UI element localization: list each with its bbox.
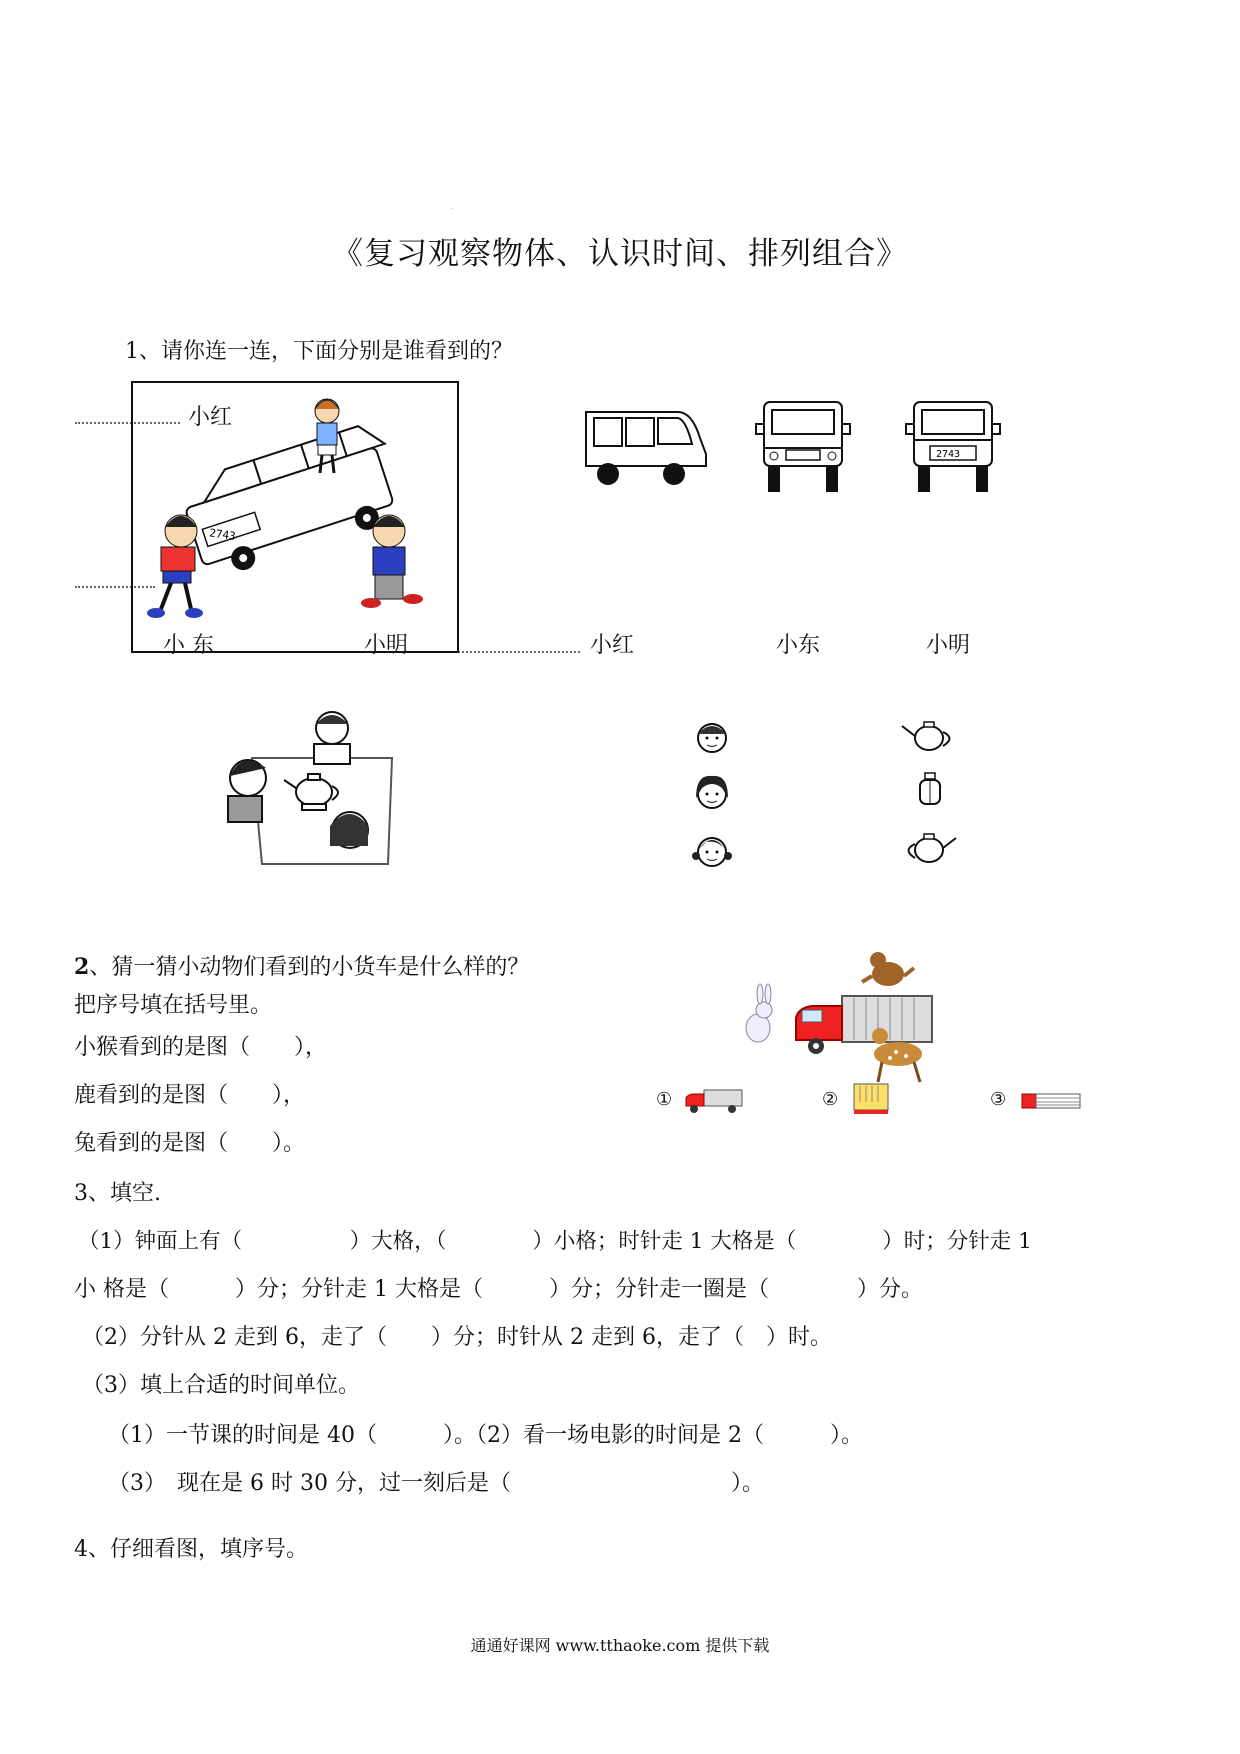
- child-top-icon: [314, 712, 350, 764]
- scene-label-top: 小红: [188, 405, 233, 430]
- stray-mark: ˏ: [450, 200, 453, 209]
- q3-line-5: （1）一节课的时间是 40（ ）。（2）看一场电影的时间是 2（ ）。: [108, 1423, 863, 1448]
- view-label-1: 小红: [590, 633, 635, 658]
- q2-number: 2: [74, 954, 90, 980]
- face-girl-icon: [692, 772, 732, 814]
- scene-label-right: 小明: [364, 633, 409, 658]
- q2-line-rabbit: 兔看到的是图（ ）。: [74, 1131, 306, 1156]
- view-label-3: 小明: [926, 633, 971, 658]
- teapot-table-scene-illustration: [222, 706, 462, 886]
- face-girl-braids-icon: [692, 830, 732, 872]
- truck-option-back-icon: [852, 1082, 890, 1116]
- teapot-side-view-icon: [900, 716, 958, 756]
- q3-heading: 3、填空.: [74, 1181, 161, 1206]
- q2-line-deer: 鹿看到的是图（ ），: [74, 1083, 306, 1108]
- boy-left-figure-icon: [147, 515, 203, 618]
- truck-animals-illustration: [738, 948, 948, 1088]
- rabbit-icon: [746, 984, 772, 1042]
- q2-instruction: 把序号填在括号里。: [74, 993, 273, 1018]
- q1-prompt: 1、请你连一连，下面分别是谁看到的？: [125, 339, 513, 364]
- q3-line-2: 小 格是（ ）分；分针走 1 大格是（ ）分；分针走一圈是（ ）分。: [74, 1277, 923, 1302]
- car-back-view-icon: [906, 400, 1000, 496]
- back-plate-text: 2743: [936, 449, 961, 460]
- car-front-view-icon: [756, 400, 850, 496]
- q3-line-6: （3） 现在是 6 时 30 分，过一刻后是（ ）。: [108, 1471, 764, 1496]
- q2-prompt: [74, 950, 529, 981]
- page-title: 《复习观察物体、认识时间、排列组合》: [332, 236, 908, 272]
- q4-heading: 4、仔细看图，填序号。: [74, 1537, 308, 1562]
- scene-label-left: 小 东: [163, 633, 214, 658]
- option-3-number: ③: [990, 1089, 1007, 1110]
- face-boy-icon: [692, 716, 732, 756]
- car-side-view-icon: [582, 404, 710, 494]
- teapot-front-view-icon: [912, 770, 948, 810]
- q2-line-monkey: 小猴看到的是图（ ），: [74, 1035, 328, 1060]
- option-2-number: ②: [822, 1089, 839, 1110]
- car-scene-illustration: [131, 381, 459, 653]
- view-label-2: 小东: [776, 633, 821, 658]
- q3-line-3: （2）分针从 2 走到 6，走了（ ）分；时针从 2 走到 6，走了（ ）时。: [82, 1325, 832, 1350]
- option-1-number: ①: [656, 1089, 673, 1110]
- q3-line-4: （3）填上合适的时间单位。: [82, 1373, 360, 1398]
- teapot-other-side-view-icon: [900, 828, 958, 868]
- q3-line-1: （1）钟面上有（ ）大格，（ ）小格；时针走 1 大格是（ ）时；分针走 1: [78, 1229, 1032, 1254]
- plate-text: 2743: [208, 526, 237, 543]
- child-left-icon: [228, 760, 266, 822]
- monkey-icon: [862, 952, 914, 986]
- truck-option-side-icon: [684, 1088, 744, 1114]
- footer-credit: 通通好课网 www.tthaoke.com 提供下载: [470, 1636, 770, 1655]
- truck-option-top-icon: [1020, 1092, 1082, 1110]
- q2-prompt-text: 、猜一猜小动物们看到的小货车是什么样的？: [89, 955, 530, 980]
